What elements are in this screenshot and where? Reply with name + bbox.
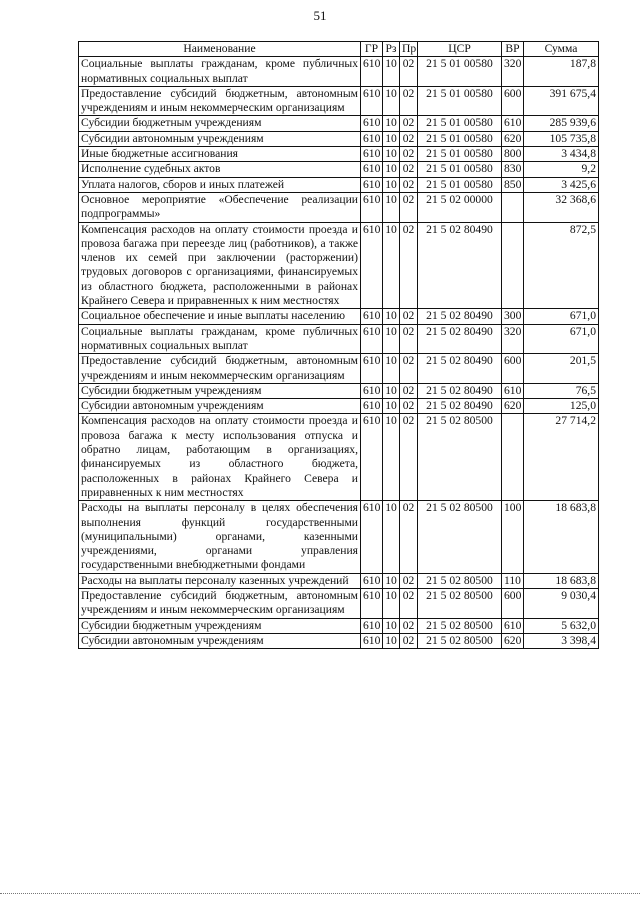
cell-pr: 02	[400, 192, 418, 222]
cell-rz: 10	[383, 588, 400, 618]
cell-pr: 02	[400, 414, 418, 501]
cell-pr: 02	[400, 324, 418, 354]
cell-pr: 02	[400, 177, 418, 192]
cell-vr: 110	[502, 573, 524, 588]
cell-gr: 610	[361, 192, 383, 222]
cell-gr: 610	[361, 131, 383, 146]
cell-csr: 21 5 01 00580	[418, 147, 502, 162]
table-row	[79, 324, 599, 354]
cell-sum: 201,5	[524, 354, 599, 384]
cell-rz: 10	[383, 192, 400, 222]
cell-pr: 02	[400, 501, 418, 573]
cell-csr: 21 5 01 00580	[418, 177, 502, 192]
cell-pr: 02	[400, 354, 418, 384]
cell-gr: 610	[361, 116, 383, 131]
cell-csr: 21 5 01 00580	[418, 57, 502, 87]
cell-csr: 21 5 02 80490	[418, 399, 502, 414]
cell-csr: 21 5 02 00000	[418, 192, 502, 222]
table-row	[79, 192, 599, 222]
table-row	[79, 383, 599, 398]
table-row	[79, 147, 599, 162]
cell-rz: 10	[383, 177, 400, 192]
cell-rz: 10	[383, 222, 400, 309]
cell-rz: 10	[383, 383, 400, 398]
table-body	[79, 57, 599, 649]
cell-sum: 3 425,6	[524, 177, 599, 192]
cell-vr: 800	[502, 147, 524, 162]
cell-sum: 671,0	[524, 324, 599, 354]
cell-vr	[502, 192, 524, 222]
cell-pr: 02	[400, 633, 418, 648]
cell-vr: 300	[502, 309, 524, 324]
cell-name: Социальные выплаты гражданам, кроме публичных нормативных социальных выплат	[79, 57, 361, 87]
cell-sum: 105 735,8	[524, 131, 599, 146]
cell-sum: 76,5	[524, 383, 599, 398]
cell-pr: 02	[400, 588, 418, 618]
table-row	[79, 177, 599, 192]
table-row	[79, 588, 599, 618]
cell-csr: 21 5 02 80500	[418, 618, 502, 633]
cell-vr: 850	[502, 177, 524, 192]
cell-name: Социальные выплаты гражданам, кроме публичных нормативных социальных выплат	[79, 324, 361, 354]
header-vr: ВР	[502, 42, 524, 57]
table-row	[79, 57, 599, 87]
cell-sum: 9 030,4	[524, 588, 599, 618]
table-row	[79, 86, 599, 116]
cell-gr: 610	[361, 633, 383, 648]
cell-gr: 610	[361, 414, 383, 501]
cell-sum: 18 683,8	[524, 501, 599, 573]
cell-csr: 21 5 02 80500	[418, 633, 502, 648]
cell-rz: 10	[383, 86, 400, 116]
table-row	[79, 116, 599, 131]
cell-pr: 02	[400, 116, 418, 131]
cell-rz: 10	[383, 147, 400, 162]
cell-gr: 610	[361, 222, 383, 309]
table-row	[79, 399, 599, 414]
cell-rz: 10	[383, 162, 400, 177]
table-row	[79, 309, 599, 324]
cell-gr: 610	[361, 383, 383, 398]
cell-gr: 610	[361, 162, 383, 177]
cell-vr: 600	[502, 354, 524, 384]
cell-sum: 32 368,6	[524, 192, 599, 222]
cell-rz: 10	[383, 57, 400, 87]
table-row	[79, 618, 599, 633]
table-row	[79, 354, 599, 384]
cell-csr: 21 5 02 80490	[418, 354, 502, 384]
cell-vr: 620	[502, 633, 524, 648]
cell-vr: 610	[502, 618, 524, 633]
cell-csr: 21 5 01 00580	[418, 162, 502, 177]
cell-name: Уплата налогов, сборов и иных платежей	[79, 177, 361, 192]
cell-name: Субсидии автономным учреждениям	[79, 131, 361, 146]
cell-name: Исполнение судебных актов	[79, 162, 361, 177]
cell-rz: 10	[383, 573, 400, 588]
cell-csr: 21 5 02 80490	[418, 309, 502, 324]
cell-vr	[502, 414, 524, 501]
cell-pr: 02	[400, 147, 418, 162]
budget-table	[78, 41, 599, 649]
table-row	[79, 501, 599, 573]
cell-name: Основное мероприятие «Обеспечение реализации подпрограммы»	[79, 192, 361, 222]
cell-gr: 610	[361, 588, 383, 618]
cell-pr: 02	[400, 399, 418, 414]
cell-name: Предоставление субсидий бюджетным, автономным учреждениям и иным некоммерческим организациям	[79, 354, 361, 384]
cell-name: Расходы на выплаты персоналу в целях обеспечения выполнения функций государственными (муниципальными) органами, казенными учреждениями, органами управления государственными внебюджетными фондами	[79, 501, 361, 573]
cell-vr: 600	[502, 588, 524, 618]
cell-name: Предоставление субсидий бюджетным, автономным учреждениям и иным некоммерческим организациям	[79, 588, 361, 618]
cell-name: Социальное обеспечение и иные выплаты населению	[79, 309, 361, 324]
header-gr: ГР	[361, 42, 383, 57]
cell-pr: 02	[400, 222, 418, 309]
cell-gr: 610	[361, 86, 383, 116]
header-name: Наименование	[79, 42, 361, 57]
cell-pr: 02	[400, 618, 418, 633]
cell-name: Субсидии бюджетным учреждениям	[79, 383, 361, 398]
header-sum: Сумма	[524, 42, 599, 57]
cell-sum: 285 939,6	[524, 116, 599, 131]
cell-rz: 10	[383, 354, 400, 384]
cell-name: Субсидии автономным учреждениям	[79, 633, 361, 648]
header-pr: Пр	[400, 42, 418, 57]
cell-gr: 610	[361, 309, 383, 324]
cell-pr: 02	[400, 86, 418, 116]
cell-csr: 21 5 01 00580	[418, 131, 502, 146]
cell-vr: 610	[502, 383, 524, 398]
cell-gr: 610	[361, 57, 383, 87]
header-rz: Рз	[383, 42, 400, 57]
cell-csr: 21 5 02 80500	[418, 573, 502, 588]
cell-gr: 610	[361, 501, 383, 573]
cell-rz: 10	[383, 633, 400, 648]
cell-vr: 610	[502, 116, 524, 131]
cell-gr: 610	[361, 354, 383, 384]
cell-sum: 125,0	[524, 399, 599, 414]
cell-name: Субсидии бюджетным учреждениям	[79, 618, 361, 633]
cell-sum: 872,5	[524, 222, 599, 309]
cell-name: Субсидии бюджетным учреждениям	[79, 116, 361, 131]
cell-name: Компенсация расходов на оплату стоимости проезда и провоза багажа при переезде лиц (работников), а также членов их семей при заключении (расторжении) трудовых договоров с организациями, финансируемых из областного бюджета, расположенными в районах Крайнего Севера и приравненных к ним местностях	[79, 222, 361, 309]
cell-pr: 02	[400, 162, 418, 177]
page-bottom-rule	[0, 893, 640, 894]
cell-sum: 3 398,4	[524, 633, 599, 648]
cell-pr: 02	[400, 573, 418, 588]
cell-name: Предоставление субсидий бюджетным, автономным учреждениям и иным некоммерческим организациям	[79, 86, 361, 116]
cell-csr: 21 5 01 00580	[418, 86, 502, 116]
cell-vr: 320	[502, 57, 524, 87]
table-row	[79, 414, 599, 501]
table-row	[79, 162, 599, 177]
cell-gr: 610	[361, 177, 383, 192]
cell-pr: 02	[400, 57, 418, 87]
table-row	[79, 222, 599, 309]
cell-pr: 02	[400, 383, 418, 398]
cell-gr: 610	[361, 399, 383, 414]
cell-rz: 10	[383, 131, 400, 146]
cell-gr: 610	[361, 573, 383, 588]
cell-vr: 620	[502, 131, 524, 146]
cell-rz: 10	[383, 324, 400, 354]
table-header-row	[79, 42, 599, 57]
cell-csr: 21 5 02 80500	[418, 414, 502, 501]
cell-sum: 3 434,8	[524, 147, 599, 162]
cell-rz: 10	[383, 309, 400, 324]
cell-pr: 02	[400, 131, 418, 146]
cell-name: Расходы на выплаты персоналу казенных учреждений	[79, 573, 361, 588]
cell-rz: 10	[383, 399, 400, 414]
cell-sum: 18 683,8	[524, 573, 599, 588]
cell-sum: 671,0	[524, 309, 599, 324]
cell-vr: 620	[502, 399, 524, 414]
cell-gr: 610	[361, 147, 383, 162]
cell-vr: 100	[502, 501, 524, 573]
cell-csr: 21 5 02 80490	[418, 324, 502, 354]
cell-vr: 830	[502, 162, 524, 177]
cell-rz: 10	[383, 618, 400, 633]
table-row	[79, 573, 599, 588]
cell-gr: 610	[361, 618, 383, 633]
cell-rz: 10	[383, 116, 400, 131]
cell-sum: 187,8	[524, 57, 599, 87]
cell-name: Субсидии автономным учреждениям	[79, 399, 361, 414]
cell-csr: 21 5 01 00580	[418, 116, 502, 131]
cell-name: Иные бюджетные ассигнования	[79, 147, 361, 162]
cell-csr: 21 5 02 80500	[418, 588, 502, 618]
cell-vr: 320	[502, 324, 524, 354]
cell-rz: 10	[383, 414, 400, 501]
cell-vr	[502, 222, 524, 309]
cell-vr: 600	[502, 86, 524, 116]
cell-rz: 10	[383, 501, 400, 573]
cell-pr: 02	[400, 309, 418, 324]
cell-csr: 21 5 02 80490	[418, 222, 502, 309]
cell-name: Компенсация расходов на оплату стоимости проезда и провоза багажа к месту использования отпуска и обратно лицам, работающим в организациях, финансируемых из областного бюджета, расположенных в районах Крайнего Севера и приравненных к ним местностях	[79, 414, 361, 501]
cell-gr: 610	[361, 324, 383, 354]
cell-sum: 9,2	[524, 162, 599, 177]
cell-sum: 5 632,0	[524, 618, 599, 633]
cell-sum: 27 714,2	[524, 414, 599, 501]
table-row	[79, 131, 599, 146]
header-csr: ЦСР	[418, 42, 502, 57]
cell-csr: 21 5 02 80500	[418, 501, 502, 573]
cell-csr: 21 5 02 80490	[418, 383, 502, 398]
cell-sum: 391 675,4	[524, 86, 599, 116]
page-number: 51	[313, 8, 327, 23]
table-row	[79, 633, 599, 648]
